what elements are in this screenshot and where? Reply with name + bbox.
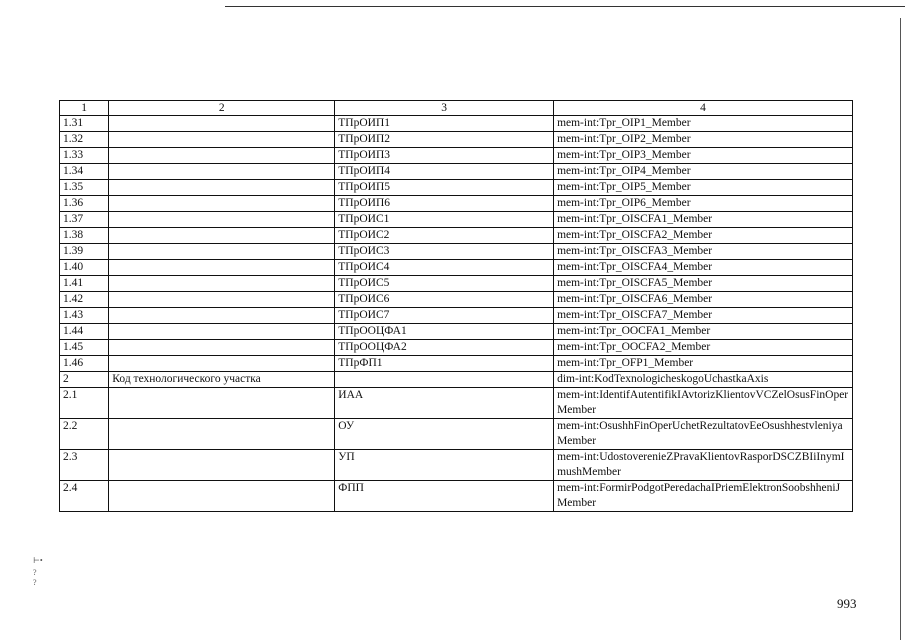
table-row [60,292,853,308]
table-row [60,148,853,164]
table-cell-col-2 [109,419,335,450]
table-cell-col-4: mem-int:Tpr_OIP4_Member [554,164,853,180]
table-cell-col-4: mem-int:Tpr_OISCFA7_Member [554,308,853,324]
table-cell-col-2 [109,324,335,340]
top-rule [225,6,905,7]
table-cell-col-3: ТПрОИП4 [335,164,554,180]
table-row [60,450,853,481]
table-cell-col-1: 1.41 [60,276,109,292]
table-row [60,180,853,196]
table-cell-col-1: 1.45 [60,340,109,356]
table-cell-col-4: mem-int:Tpr_OIP6_Member [554,196,853,212]
table-cell-col-2 [109,228,335,244]
table-cell-col-1: 2.3 [60,450,109,481]
table-cell-col-3: ИАА [335,388,554,419]
table-row [60,116,853,132]
table-cell-col-3: ТПрОИС1 [335,212,554,228]
table-cell-col-3: ТПрООЦФА2 [335,340,554,356]
table-cell-col-2 [109,260,335,276]
table-row [60,276,853,292]
table-cell-col-2 [109,481,335,512]
table-cell-col-3: ТПрФП1 [335,356,554,372]
table-cell-col-1: 2 [60,372,109,388]
table-row [60,419,853,450]
table-cell-col-3 [335,372,554,388]
table-cell-col-1: 1.44 [60,324,109,340]
table-cell-col-4: mem-int:OsushhFinOperUchetRezultatovEeOsushhestvleniyaMember [554,419,853,450]
table-cell-col-2 [109,276,335,292]
table-cell-col-2: Код технологического участка [109,372,335,388]
table-cell-col-4: mem-int:Tpr_OISCFA1_Member [554,212,853,228]
table-cell-col-4: mem-int:Tpr_OIP1_Member [554,116,853,132]
table-cell-col-2 [109,340,335,356]
table-cell-col-4: dim-int:KodTexnologicheskogoUchastkaAxis [554,372,853,388]
table-cell-col-3: ТПрОИП3 [335,148,554,164]
table-cell-col-1: 1.31 [60,116,109,132]
page-number: 993 [837,596,857,611]
table-cell-col-4: mem-int:Tpr_OOCFA2_Member [554,340,853,356]
table-body [60,116,853,512]
table-row [60,196,853,212]
column-header-4: 4 [554,101,853,116]
table-cell-col-2 [109,388,335,419]
table-cell-col-1: 1.39 [60,244,109,260]
table-cell-col-4: mem-int:UdostoverenieZPravaKlientovRasporDSCZBIiInymImushMember [554,450,853,481]
table-cell-col-3: ТПрОИС6 [335,292,554,308]
table-cell-col-3: УП [335,450,554,481]
table-cell-col-3: ОУ [335,419,554,450]
table-cell-col-3: ТПрООЦФА1 [335,324,554,340]
table-cell-col-1: 1.34 [60,164,109,180]
table-cell-col-1: 1.43 [60,308,109,324]
table-row [60,356,853,372]
table-cell-col-4: mem-int:IdentifAutentifikIAvtorizKlientovVCZelOsusFinOperMember [554,388,853,419]
table-cell-col-1: 1.33 [60,148,109,164]
table-cell-col-4: mem-int:Tpr_OISCFA4_Member [554,260,853,276]
table-cell-col-3: ТПрОИС2 [335,228,554,244]
table-row [60,244,853,260]
table-cell-col-1: 1.35 [60,180,109,196]
table-row [60,164,853,180]
table-cell-col-2 [109,244,335,260]
table-cell-col-2 [109,292,335,308]
margin-mark: ⊢• [33,556,43,565]
table-cell-col-3: ТПрОИС7 [335,308,554,324]
margin-mark: ? [33,568,37,577]
table-cell-col-2 [109,212,335,228]
table-cell-col-3: ТПрОИС5 [335,276,554,292]
table-cell-col-4: mem-int:Tpr_OFP1_Member [554,356,853,372]
table-cell-col-1: 1.38 [60,228,109,244]
table-cell-col-3: ТПрОИП6 [335,196,554,212]
table-cell-col-4: mem-int:Tpr_OIP5_Member [554,180,853,196]
table-row [60,308,853,324]
table-cell-col-4: mem-int:Tpr_OIP3_Member [554,148,853,164]
table-cell-col-2 [109,356,335,372]
table-cell-col-4: mem-int:Tpr_OISCFA6_Member [554,292,853,308]
table-row [60,324,853,340]
table-row [60,260,853,276]
table-cell-col-1: 1.42 [60,292,109,308]
table-cell-col-1: 2.2 [60,419,109,450]
table-cell-col-1: 1.36 [60,196,109,212]
table-row [60,372,853,388]
table-cell-col-2 [109,450,335,481]
table-row [60,132,853,148]
table-cell-col-2 [109,164,335,180]
table-cell-col-3: ТПрОИС3 [335,244,554,260]
table-cell-col-2 [109,180,335,196]
table-cell-col-3: ТПрОИП1 [335,116,554,132]
right-edge-rule [900,18,901,640]
table-cell-col-2 [109,308,335,324]
table-cell-col-2 [109,132,335,148]
table-cell-col-1: 2.1 [60,388,109,419]
table-cell-col-3: ТПрОИС4 [335,260,554,276]
table-cell-col-1: 1.40 [60,260,109,276]
data-table [59,100,853,512]
table-cell-col-4: mem-int:Tpr_OISCFA5_Member [554,276,853,292]
table-row [60,228,853,244]
table-header-row [60,101,853,116]
table-row [60,340,853,356]
table-cell-col-1: 1.37 [60,212,109,228]
table-cell-col-4: mem-int:FormirPodgotPeredachaIPriemElektronSoobshheniJMember [554,481,853,512]
table-row [60,481,853,512]
table-cell-col-1: 1.32 [60,132,109,148]
table-cell-col-4: mem-int:Tpr_OISCFA2_Member [554,228,853,244]
table-cell-col-4: mem-int:Tpr_OISCFA3_Member [554,244,853,260]
table-row [60,212,853,228]
table-cell-col-1: 1.46 [60,356,109,372]
table-cell-col-4: mem-int:Tpr_OIP2_Member [554,132,853,148]
margin-mark: ? [33,578,37,587]
table-cell-col-3: ТПрОИП5 [335,180,554,196]
table-cell-col-2 [109,196,335,212]
table-row [60,388,853,419]
column-header-3: 3 [335,101,554,116]
table-cell-col-4: mem-int:Tpr_OOCFA1_Member [554,324,853,340]
table-cell-col-2 [109,148,335,164]
column-header-2: 2 [109,101,335,116]
table-cell-col-2 [109,116,335,132]
column-header-1: 1 [60,101,109,116]
table-cell-col-3: ТПрОИП2 [335,132,554,148]
table-cell-col-3: ФПП [335,481,554,512]
table-cell-col-1: 2.4 [60,481,109,512]
